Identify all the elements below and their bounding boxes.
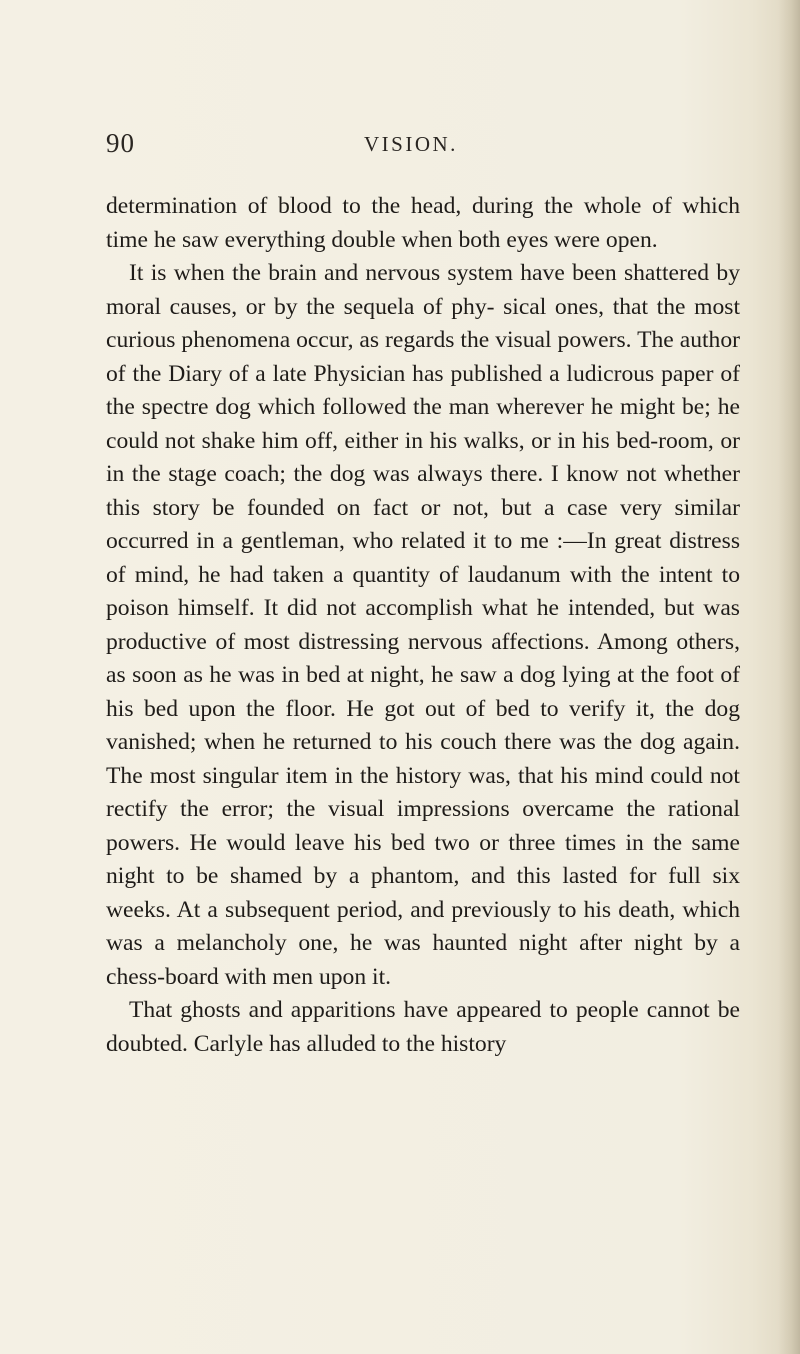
paragraph: That ghosts and apparitions have appeared to people cannot be doubted. Carlyle has alluded to the history [106, 997, 740, 1057]
running-head [106, 128, 746, 164]
body-text [106, 190, 740, 1061]
paragraph: determination of blood to the head, during the whole of which time he saw everything double when both eyes were open. [106, 193, 740, 253]
running-title: VISION. [364, 132, 458, 156]
paragraph: It is when the brain and nervous system have been shattered by moral causes, or by the sequela of phy- sical ones, that the most curious phenomena occur, as regards the visual powers. The author of the Diary of a late Physician has published a ludicrous paper of the spectre dog which followed the man wherever he might be; he could not shake him off, either in his walks, or in his bed-room, or in the stage coach; the dog was always there. I know not whether this story be founded on fact or not, but a case very similar occurred in a gentleman, who related it to me :—In great distress of mind, he had taken a quantity of laudanum with the intent to poison himself. It did not accomplish what he intended, but was productive of most distressing nervous affections. Among others, as soon as he was in bed at night, he saw a dog lying at the foot of his bed upon the floor. He got out of bed to verify it, the dog vanished; when he returned to his couch there was the dog again. The most singular item in the history was, that his mind could not rectify the error; the visual impressions overcame the rational powers. He would leave his bed two or three times in the same night to be shamed by a phantom, and this lasted for full six weeks. At a subsequent period, and previously to his death, which was a melancholy one, he was haunted night after night by a chess-board with men upon it. [106, 260, 740, 990]
page-number: 90 [106, 128, 135, 158]
page-edge-shadow [778, 0, 800, 1354]
